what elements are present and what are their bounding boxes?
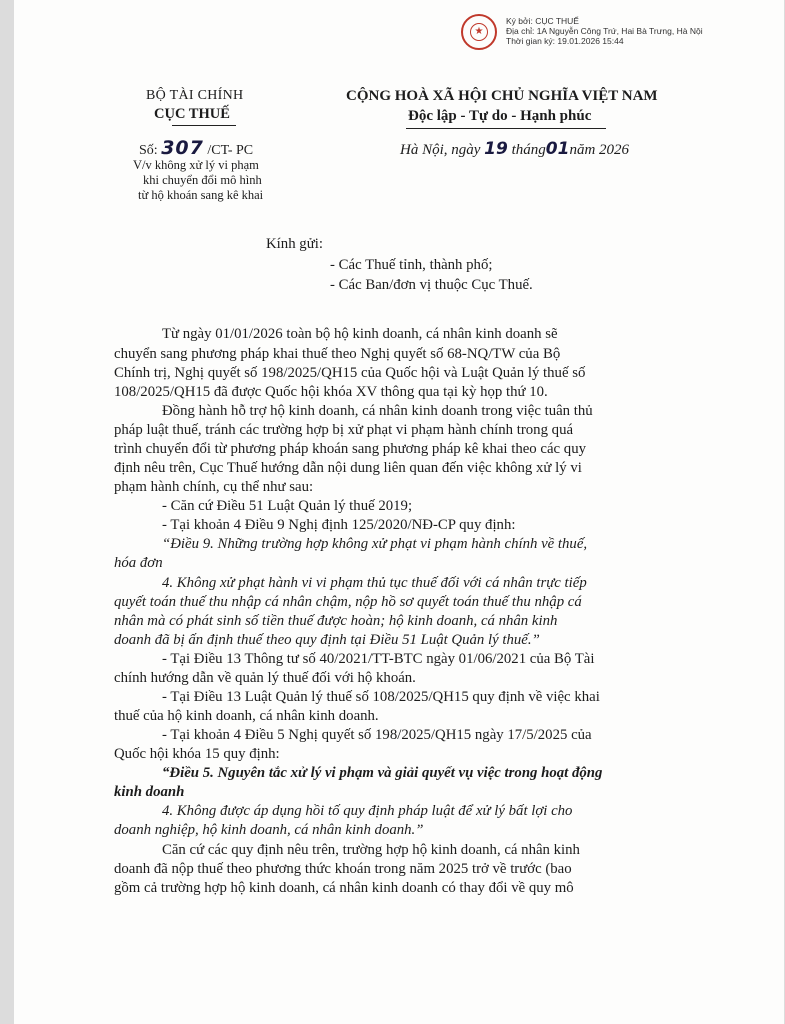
seal-icon: ★ [461, 14, 497, 50]
body-line: thuế của hộ kinh doanh, cá nhân kinh doanh. [114, 708, 379, 724]
signature-time: Thời gian ký: 19.01.2026 15:44 [506, 36, 624, 46]
body-line: trình chuyển đổi từ phương pháp khoán sang phương pháp kê khai theo các quy [114, 441, 587, 457]
body-line: gồm cả trường hợp hộ kinh doanh, cá nhân kinh doanh có thay đổi về quy mô [114, 880, 574, 896]
document-number [139, 137, 253, 159]
body-line: Từ ngày 01/01/2026 toàn bộ hộ kinh doanh, cá nhân kinh doanh sẽ [162, 326, 558, 342]
number-prefix: Số: [139, 143, 158, 158]
quote-line: 4. Không được áp dụng hồi tố quy định pháp luật để xử lý bất lợi cho [162, 803, 573, 819]
body-line: - Tại khoản 4 Điều 5 Nghị quyết số 198/2025/QH15 ngày 17/5/2025 của [162, 727, 592, 743]
document-date [400, 139, 629, 159]
body-line: Đồng hành hỗ trợ hộ kinh doanh, cá nhân kinh doanh trong việc tuân thủ [162, 403, 593, 419]
body-line: phạm hành chính, cụ thể như sau: [114, 479, 314, 495]
header-underline [172, 125, 236, 126]
body-line: 108/2025/QH15 đã được Quốc hội khóa XV thông qua tại kỳ họp thứ 10. [114, 384, 548, 400]
body-line: Căn cứ các quy định nêu trên, trường hợp hộ kinh doanh, cá nhân kinh [162, 842, 580, 858]
motto-underline [406, 128, 606, 129]
subject-line-1: V/v không xử lý vi phạm [133, 158, 259, 172]
department-name: CỤC THUẾ [154, 106, 230, 122]
body-line: - Tại khoản 4 Điều 9 Nghị định 125/2020/NĐ-CP quy định: [162, 517, 516, 533]
signature-signer: Ký bởi: CỤC THUẾ [506, 16, 579, 26]
quote-line: quyết toán thuế thu nhập cá nhân chậm, nộp hồ sơ quyết toán thuế thu nhập cá [114, 594, 582, 610]
quote-line: hóa đơn [114, 555, 163, 571]
national-motto: Độc lập - Tự do - Hạnh phúc [408, 108, 592, 124]
recipient-item: - Các Ban/đơn vị thuộc Cục Thuế. [330, 277, 533, 293]
quote-line: kinh doanh [114, 784, 185, 800]
date-mid: tháng [511, 142, 546, 158]
date-prefix: Hà Nội, ngày [400, 142, 481, 158]
body-line: doanh đã nộp thuế theo phương thức khoán trong năm 2025 trở về trước (bao [114, 861, 572, 877]
ministry-name: BỘ TÀI CHÍNH [146, 88, 244, 103]
signature-address: Địa chỉ: 1A Nguyễn Công Trứ, Hai Bà Trưng, Hà Nội [506, 26, 703, 36]
national-title: CỘNG HOÀ XÃ HỘI CHỦ NGHĨA VIỆT NAM [346, 88, 658, 104]
body-line: Chính trị, Nghị quyết số 198/2025/QH15 của Quốc hội và Luật Quản lý thuế số [114, 365, 586, 381]
body-line: - Căn cứ Điều 51 Luật Quản lý thuế 2019; [162, 498, 413, 514]
body-line: pháp luật thuế, tránh các trường hợp bị xử phạt vi phạm hành chính trong quá [114, 422, 574, 438]
quote-line: “Điều 9. Những trường hợp không xử phạt vi phạm hành chính về thuế, [162, 536, 588, 552]
body-line: - Tại Điều 13 Luật Quản lý thuế số 108/2025/QH15 quy định về việc khai [162, 689, 600, 705]
body-line: - Tại Điều 13 Thông tư số 40/2021/TT-BTC ngày 01/06/2021 của Bộ Tài [162, 651, 595, 667]
subject-line-2: khi chuyển đổi mô hình [143, 173, 262, 187]
body-line: chuyển sang phương pháp khai thuế theo Nghị quyết số 68-NQ/TW của Bộ [114, 346, 561, 362]
date-month: 01 [545, 139, 570, 159]
greeting: Kính gửi: [266, 236, 323, 252]
number-suffix: /CT- PC [207, 143, 254, 158]
recipient-item: - Các Thuế tỉnh, thành phố; [330, 257, 493, 273]
body-line: chính hướng dẫn về quản lý thuế đối với hộ khoán. [114, 670, 416, 686]
quote-line: 4. Không xử phạt hành vi vi phạm thủ tục thuế đối với cá nhân trực tiếp [162, 575, 587, 591]
quote-line: doanh đã bị ấn định thuế theo quy định tại Điều 51 Luật Quản lý thuế.” [114, 632, 540, 648]
date-day: 19 [484, 139, 508, 159]
quote-line: nhân mà có phát sinh số tiền thuế được hoàn; hộ kinh doanh, cá nhân kinh [114, 613, 558, 629]
number-handwritten: 307 [161, 137, 204, 159]
document-page [14, 0, 784, 1024]
quote-line: “Điều 5. Nguyên tắc xử lý vi phạm và giải quyết vụ việc trong hoạt động [162, 765, 603, 781]
body-line: Quốc hội khóa 15 quy định: [114, 746, 280, 762]
subject-line-3: từ hộ khoán sang kê khai [138, 188, 264, 202]
quote-line: doanh nghiệp, hộ kinh doanh, cá nhân kinh doanh.” [114, 822, 424, 838]
date-suffix: năm 2026 [569, 142, 630, 158]
body-line: định nêu trên, Cục Thuế hướng dẫn nội dung liên quan đến việc không xử lý vi [114, 460, 582, 476]
